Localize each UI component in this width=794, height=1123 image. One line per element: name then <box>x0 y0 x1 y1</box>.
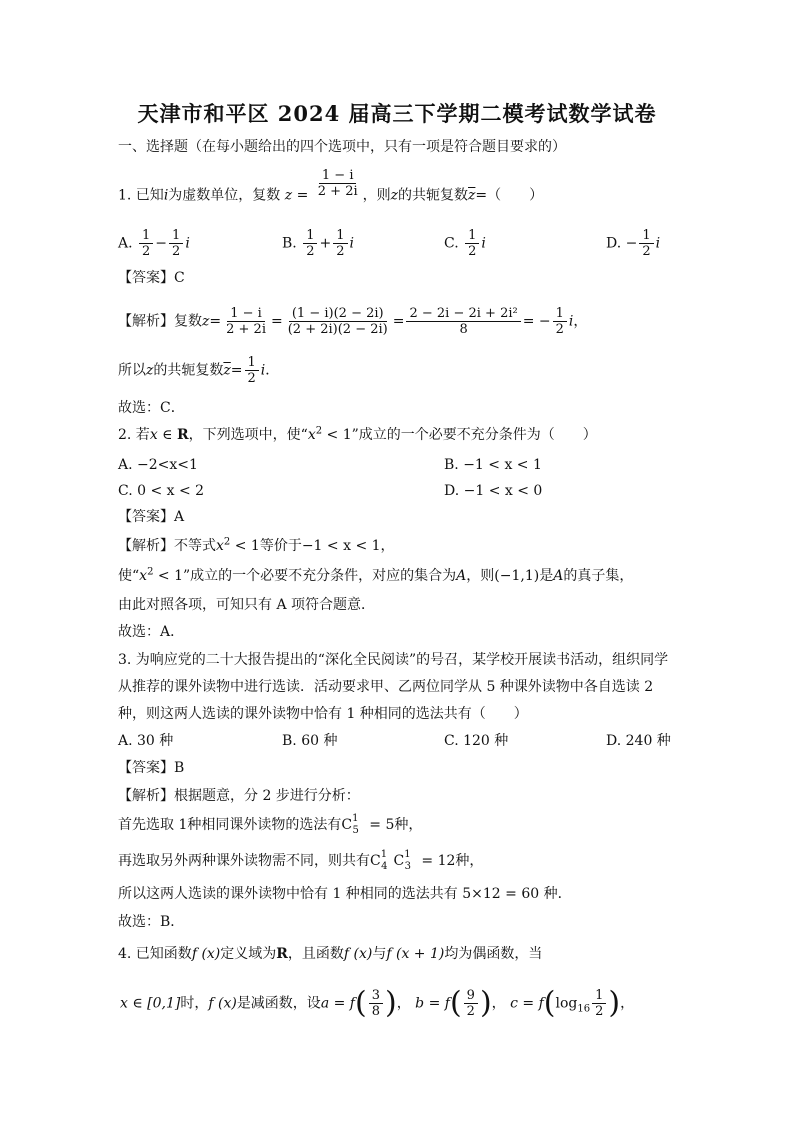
q1-option-c: C. $\frac{1}{2}$ i <box>444 228 486 259</box>
q1-option-b: B. $\frac{1}{2}$ + $\frac{1}{2}$ i <box>282 228 354 259</box>
q1-option-d: D. − $\frac{1}{2}$ i <box>606 228 661 259</box>
section-heading: 一、选择题（在每小题给出的四个选项中，只有一项是符合题目要求的） <box>118 139 566 155</box>
q4-stem-line2: x ∈ [0,1]时，f (x)是减函数，设a = f( $\frac{3}{8}$ )， b = f( $\frac{9}{2}$ )， $c = f(\log_{16}$ $\frac{1}{2}$ )， <box>120 985 635 1021</box>
q3-option-d: D. 240 种 <box>606 733 671 749</box>
q3-step1: 首先选取 1种相同课外读物的选法有$C_{15} = 5$种， <box>118 812 423 836</box>
q3-option-a: A. 30 种 <box>118 733 174 749</box>
q3-step2: 再选取另外两种课外读物需不同，则共有$C_{14}$ $C_{13} = 12$种， <box>118 848 484 872</box>
q2-analysis-line2: 使“$x^2 < 1$”成立的一个必要不充分条件，对应的集合为A，则(−1,1)是A的真子集， <box>118 566 634 584</box>
exam-title: 天津市和平区 2024 届高三下学期二模考试数学试卷 <box>137 101 657 126</box>
q3-option-c: C. 120 种 <box>444 733 509 749</box>
q1-analysis-line2: 所以z的共轭复数$\overline{z}=$ $\frac{1}{2}$ i． <box>118 355 280 386</box>
q2-option-b: B. −1 < x < 1 <box>444 457 542 473</box>
q1-stem: 1. 已知i为虚数单位，复数 z = $\frac{1 - i}{2 + 2i}$ ，则z的共轭复数$\overline{z}=$（ ） <box>118 168 544 204</box>
q1-fraction: $\frac{1 - i}{2 + 2i}$ <box>317 168 358 199</box>
q3-answer: 【答案】B <box>118 760 185 776</box>
q3-stem-line3: 种，则这两人选读的课外读物中恰有 1 种相同的选法共有（ ） <box>118 706 528 722</box>
q3-stem-line1: 3. 为响应党的二十大报告提出的“深化全民阅读”的号召，某学校开展读书活动，组织同学 <box>118 652 669 668</box>
q2-option-a: A. −2<x<1 <box>118 457 198 473</box>
q3-step3: 所以这两人选读的课外读物中恰有 1 种相同的选法共有 5×12 = 60 种． <box>118 886 572 902</box>
q2-option-c: C. 0 < x < 2 <box>118 483 205 499</box>
q2-stem: 2. 若x ∈ R，下列选项中，使“$x^2 < 1$”成立的一个必要不充分条件为（ ） <box>118 425 597 443</box>
q1-analysis: 【解析】复数z= $\frac{1 - i}{2 + 2i}$ = $\frac{(1 - i)(2 - 2i)}{(2 + 2i)(2 - 2i)}$ = $\frac{\text{2 − 2i − 2i + 2i²}}{8}$ = − $\frac{1}{2}$ i， <box>118 306 588 337</box>
q3-stem-line2: 从推荐的课外读物中进行选读．活动要求甲、乙两位同学从 5 种课外读物中各自选读 2 <box>118 679 654 695</box>
q3-option-b: B. 60 种 <box>282 733 338 749</box>
q2-option-d: D. −1 < x < 0 <box>444 483 543 499</box>
q3-conclusion: 故选：B． <box>118 914 185 930</box>
q2-analysis: 【解析】不等式$x^2 < 1$等价于−1 < x < 1， <box>118 536 395 554</box>
q1-conclusion: 故选：C． <box>118 400 185 416</box>
q2-conclusion: 故选：A． <box>118 624 185 640</box>
q2-answer: 【答案】A <box>118 509 185 525</box>
q4-stem-line1: 4. 已知函数f (x)定义域为R，且函数f (x)与f (x + 1)均为偶函数，当 <box>118 946 543 962</box>
q2-analysis-line3: 由此对照各项，可知只有 A 项符合题意． <box>118 597 376 613</box>
q3-analysis: 【解析】根据题意，分 2 步进行分析： <box>118 788 360 804</box>
q1-option-a: A. $\frac{1}{2}$ − $\frac{1}{2}$ i <box>118 228 190 259</box>
q1-answer: 【答案】C <box>118 270 185 286</box>
